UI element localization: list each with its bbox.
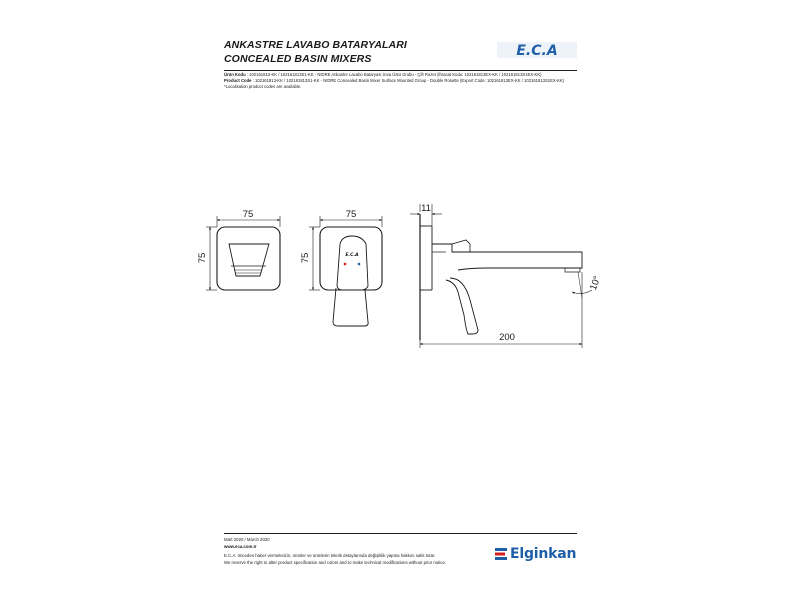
rosette-width-label: 75	[242, 209, 254, 220]
rosette-height-label: 75	[197, 252, 208, 264]
rosette-front-view	[217, 227, 280, 290]
product-code-tr-text: : 102161813-KK / 102161813S1-KK - NIDRE Ankastre Lavabo Bataryası Sıva Üstü Grubu - Çift Rozet (İhracat Kodu: 102161813EX-KK / 102161813S1EX-KK)	[246, 72, 542, 77]
footer-rule	[224, 533, 577, 534]
spout-angle-dimension	[572, 272, 603, 298]
footer-disclaimer-tr: E.C.A. önceden haber vermeksizin, ürünler ve ürünlerin teknik detaylarında değişiklik yapma hakkını saklı tutar.	[224, 553, 436, 558]
spout-length-dimension	[420, 272, 582, 348]
footer-website[interactable]: www.eca.com.tr	[224, 544, 257, 549]
mixer-side-view	[420, 214, 582, 340]
page-title-tr: ANKASTRE LAVABO BATARYALARI	[224, 39, 407, 51]
hot-indicator	[344, 263, 347, 266]
mixer-front-view	[320, 227, 382, 326]
rosette-height-dimension	[197, 227, 217, 290]
rosette-width-dimension	[217, 209, 280, 227]
side-depth-dimension	[410, 203, 442, 226]
elginkan-logo	[494, 545, 576, 563]
mixer-height-dimension	[300, 227, 320, 290]
spout-angle-label: 10°	[588, 274, 604, 292]
elginkan-mark-icon	[494, 547, 510, 561]
cold-indicator	[358, 263, 361, 266]
mixer-height-label: 75	[300, 252, 311, 264]
product-code-en-text: : 102161813-KK / 102161813S1-KK - NIDRE Concealed Basin Mixer Surface Mounted Group - Double Rosette (Export Code: 102161813EX-KK / 102161813S1EX-KK)	[252, 78, 565, 83]
side-depth-label: 11	[421, 203, 431, 214]
product-code-tr-label: Ürün Kodu	[224, 72, 246, 77]
elginkan-brand: Elginkan	[510, 546, 577, 562]
mixer-logo: E.C.A	[345, 253, 359, 258]
spout-length-label: 200	[499, 332, 515, 343]
page-title-en: CONCEALED BASIN MIXERS	[224, 53, 372, 65]
footer-date: Mart 2020 / March 2020	[224, 537, 270, 542]
eca-logo-text: E.C.A	[516, 43, 558, 59]
mixer-width-dimension	[320, 209, 382, 227]
localisation-note: *Localisation product codes are available.	[224, 84, 302, 89]
footer-disclaimer-en: We reserve the right to alter product specification and colors and to make technical modifications without prior notice.	[224, 560, 447, 565]
mixer-width-label: 75	[345, 209, 357, 220]
product-code-en-label: Product Code	[224, 78, 252, 83]
